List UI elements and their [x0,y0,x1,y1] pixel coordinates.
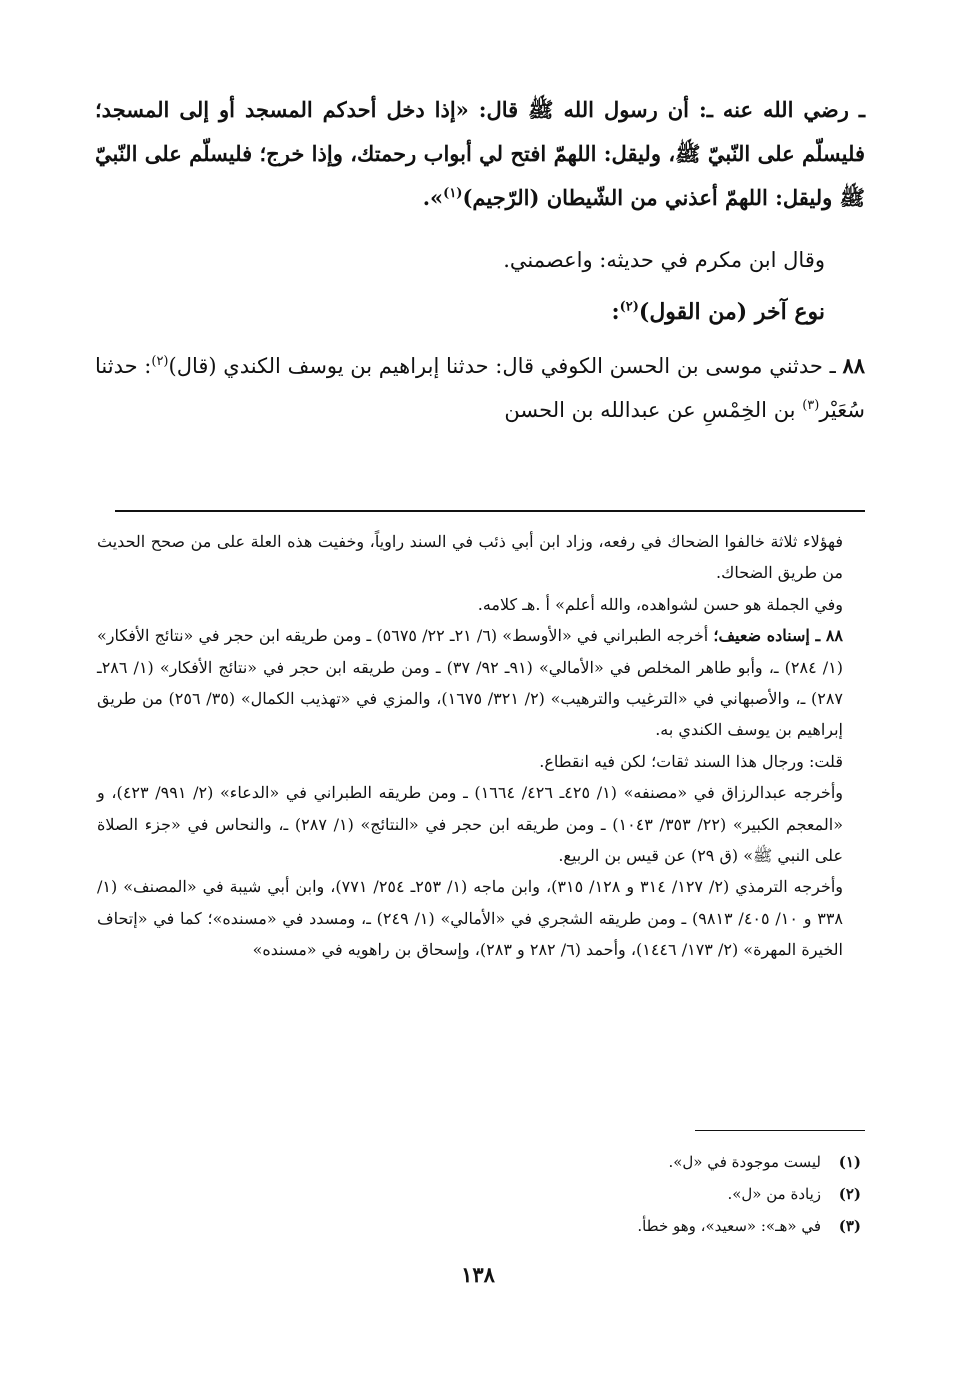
hadith-text [95,88,865,220]
footnote-number: (١) [838,1153,861,1171]
footnote-item [361,1178,861,1210]
footnote-number: (٢) [838,1185,861,1203]
paragraph-ibn-mukarram: وقال ابن مكرم في حديثه: واعصمني. [503,248,825,272]
section-heading [95,290,865,334]
footnote-item [361,1210,861,1242]
footnote-ref-2b: (٢) [151,354,169,369]
footnotes-divider [695,1130,865,1131]
note-88-label: ٨٨ ـ إسناده ضعيف؛ [713,626,843,646]
footnote-text: ليست موجودة في «ل». [668,1153,821,1171]
note-paragraph: وفي الجملة هو حسن لشواهده، والله أعلم» أ .هـ كلامه. [477,594,843,614]
note-88-text: أخرجه الطبراني في «الأوسط» (٦/ ٢١ـ ٢٢/ ٥٦٧٥) ـ ومن طريقه ابن حجر في «نتائج الأفكار» (١/ ٢٨٤) ـ، وأبو طاهر المخلص في «الأمالي» (٩١ـ ٩٢/ ٣٧) ـ ومن طريقه ابن حجر في «نتائج الأفكار» (١/ ٢٨٦ـ ٢٨٧) ـ، والأصبهاني في «الترغيب والترهيب» (٢/ ٣٢١/ ١٦٧٥)، والمزي في «تهذيب الكمال» (٣٥/ ٢٥٦) من طريق إبراهيم بن يوسف الكندي به. [97,626,843,740]
notes-divider [115,510,865,512]
hadith-88-part-a: ـ حدثني موسى بن الحسن الكوفي قال: حدثنا إبراهيم بن يوسف الكندي (قال) [168,354,843,378]
note-paragraph: قلت: ورجال هذا السند ثقات؛ لكن فيه انقطاع. [539,751,843,771]
hadith-88-part-c: بن الخِمْسِ عن عبدالله بن الحسن [504,398,803,422]
note-paragraph: فهؤلاء ثلاثة خالفوا الضحاك في رفعه، وزاد ابن أبي ذئب في السند راوياً، وخفيت هذه العلة على من صحح الحديث من طريق الضحاك. [97,532,843,583]
note-paragraph [97,620,865,746]
footnote-item [361,1146,861,1178]
hadith-body: ـ رضي الله عنه ـ: أن رسول الله ﷺ قال: «إذا دخل أحدكم المسجد أو إلى المسجد؛ فليسلّم على النّبيّ ﷺ، وليقل: اللهمّ افتح لي أبواب رحمتك، وإذا خرج؛ فليسلّم على النّبيّ ﷺ وليقل: اللهمّ أعذني من الشّيطان (الرّجيم) [95,97,865,210]
footnotes [361,1146,861,1242]
note-paragraph: وأخرجه عبدالرزاق في «مصنفه» (١/ ٤٢٥ـ ٤٢٦/ ١٦٦٤) ـ ومن طريقه الطبراني في «الدعاء» (٢/ ٩٩١/ ٤٢٣)، و «المعجم الكبير» (٢٢/ ٣٥٣/ ١٠٤٣) ـ ومن طريقه ابن حجر في «النتائج» (١/ ٢٨٧) ـ، والنحاس في «جزء الصلاة على النبي ﷺ» (ق ٢٩) عن قيس بن الربيع. [97,783,844,866]
footnote-ref-2: (٢) [619,299,639,315]
footnote-text: زيادة من «ل». [727,1185,821,1203]
hadith-88 [95,344,865,432]
commentary [97,526,865,966]
hadith-number: ٨٨ [842,353,865,378]
main-text [95,88,865,432]
footnote-number: (٣) [838,1217,861,1235]
footnote-ref-3: (٣) [802,398,820,413]
hadith-end: ». [422,185,444,210]
page-number: ١٣٨ [461,1262,495,1287]
hadith-88-part-b: : حدثنا سُعَيْر [95,354,865,422]
heading-end: : [611,299,620,325]
footnote-text: في «هـ»: «سعيد»، وهو خطأ. [637,1217,821,1235]
heading-text: نوع آخر (من القول) [638,299,825,325]
footnote-ref-1: (١) [443,186,463,201]
note-paragraph: وأخرجه الترمذي (٢/ ١٢٧/ ٣١٤ و ١٢٨/ ٣١٥)، وابن ماجه (١/ ٢٥٣ـ ٢٥٤/ ٧٧١)، وابن أبي شيبة في «المصنف» (١/ ٣٣٨ و ١٠/ ٤٠٥/ ٩٨١٣) ـ ومن طريقه الشجري في «الأمالي» (١/ ٢٤٩) ـ، ومسدد في «مسنده»؛ كما في «إتحاف الخيرة المهرة» (٢/ ١٧٣/ ١٤٤٦)، وأحمد (٦/ ٢٨٢ و ٢٨٣)، وإسحاق بن راهويه في «مسنده» [97,877,844,960]
